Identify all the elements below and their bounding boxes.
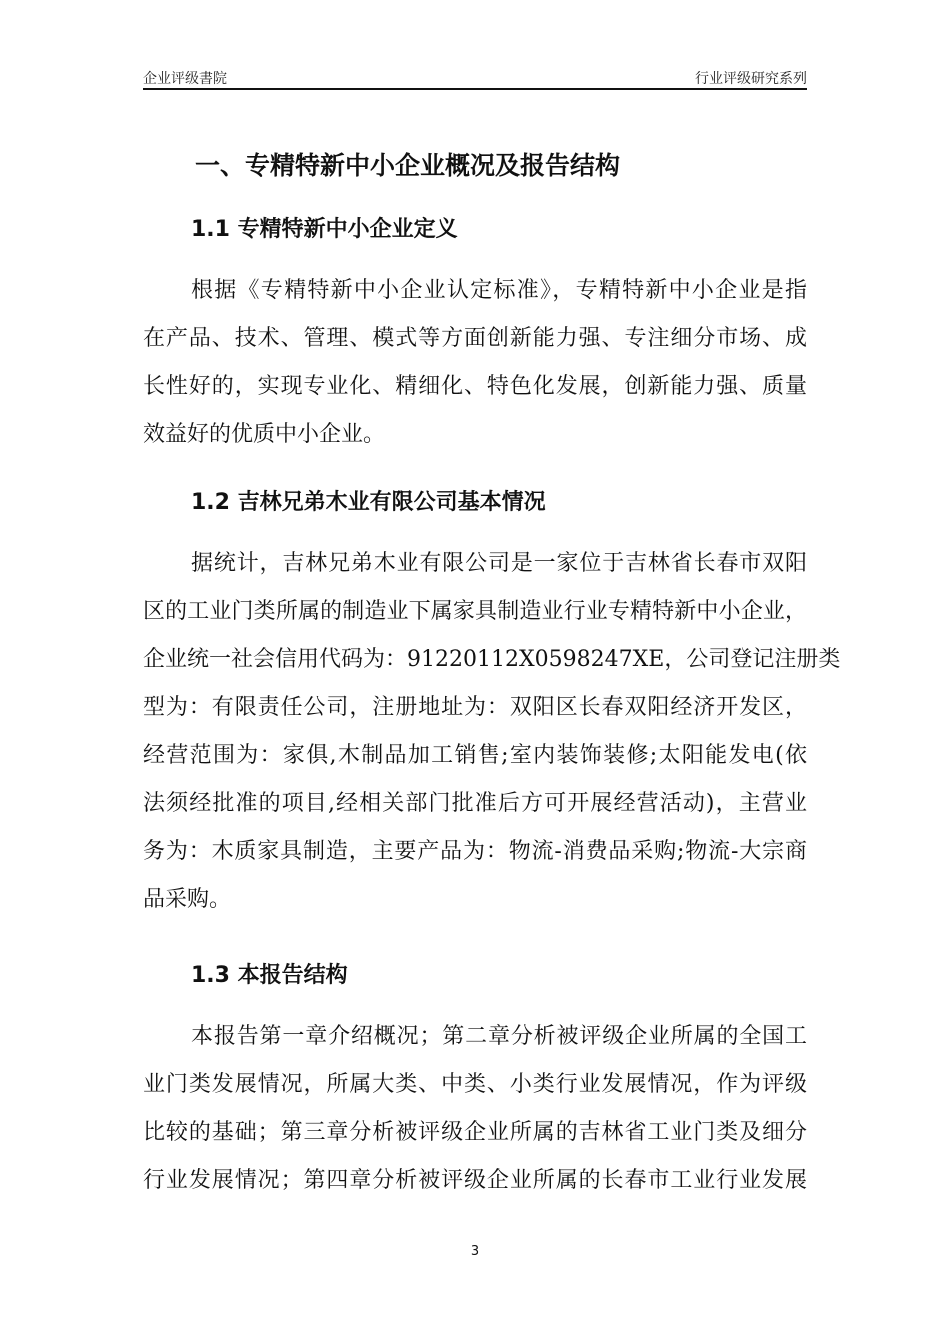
paragraph-line: 行业发展情况；第四章分析被评级企业所属的长春市工业行业发展 <box>143 1168 807 1193</box>
paragraph-line: 效益好的优质中小企业。 <box>143 422 386 447</box>
paragraph-line: 经营范围为：家俱,木制品加工销售;室内装饰装修;太阳能发电(依 <box>143 743 807 768</box>
paragraph-line: 品采购。 <box>143 887 232 912</box>
paragraph-line: 长性好的，实现专业化、精细化、特色化发展，创新能力强、质量 <box>143 374 807 399</box>
paragraph-line: 区的工业门类所属的制造业下属家具制造业行业专精特新中小企业， <box>143 599 807 624</box>
paragraph-line: 企业统一社会信用代码为：91220112X0598247XE，公司登记注册类 <box>143 647 841 672</box>
section-heading-1-2: 1.2 吉林兄弟木业有限公司基本情况 <box>191 490 546 515</box>
paragraph-line: 在产品、技术、管理、模式等方面创新能力强、专注细分市场、成 <box>143 326 807 351</box>
chapter-title: 一、专精特新中小企业概况及报告结构 <box>195 151 621 180</box>
paragraph-line: 据统计，吉林兄弟木业有限公司是一家位于吉林省长春市双阳 <box>191 551 807 576</box>
paragraph-line: 业门类发展情况，所属大类、中类、小类行业发展情况，作为评级 <box>143 1072 807 1097</box>
page-number: 3 <box>470 1244 480 1259</box>
page-header <box>143 66 807 90</box>
paragraph-line: 根据《专精特新中小企业认定标准》，专精特新中小企业是指 <box>191 278 807 303</box>
section-heading-1-1: 1.1 专精特新中小企业定义 <box>191 217 458 242</box>
paragraph-line: 比较的基础；第三章分析被评级企业所属的吉林省工业门类及细分 <box>143 1120 807 1145</box>
section-heading-1-3: 1.3 本报告结构 <box>191 963 348 988</box>
paragraph-line: 本报告第一章介绍概况；第二章分析被评级企业所属的全国工 <box>191 1024 807 1049</box>
header-right-title: 行业评级研究系列 <box>695 71 807 87</box>
paragraph-line: 型为：有限责任公司，注册地址为：双阳区长春双阳经济开发区， <box>143 695 807 720</box>
paragraph-line: 务为：木质家具制造，主要产品为：物流-消费品采购;物流-大宗商 <box>143 839 807 864</box>
paragraph-line: 法须经批准的项目,经相关部门批准后方可开展经营活动)，主营业 <box>143 791 807 816</box>
header-left-title: 企业评级書院 <box>143 71 227 87</box>
